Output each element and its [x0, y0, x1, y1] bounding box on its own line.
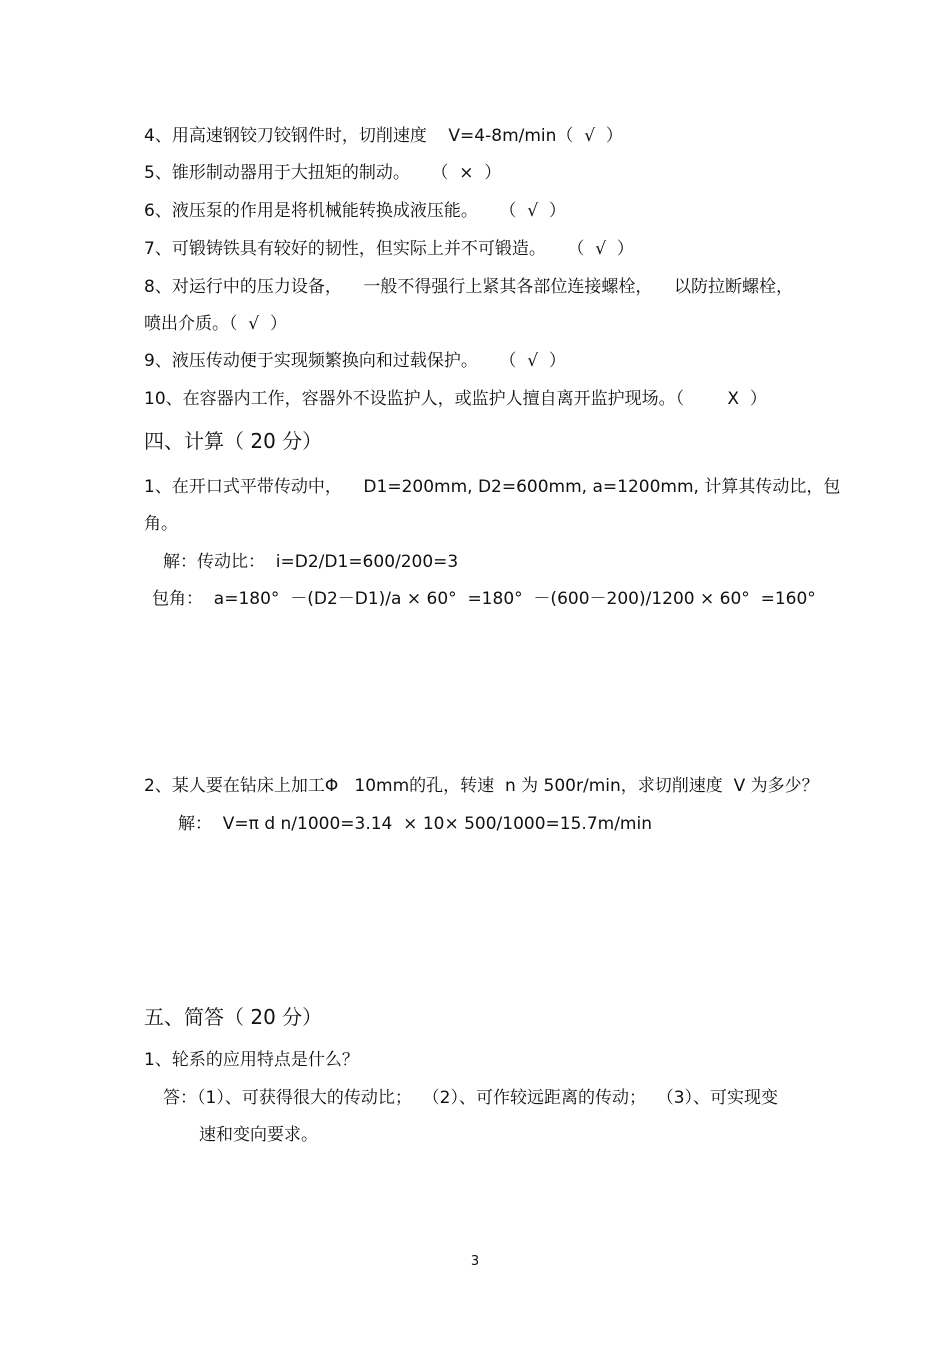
section-heading-short-answer: 五、简答（ 20 分）	[144, 1005, 323, 1029]
section-heading-calculation: 四、计算（ 20 分）	[144, 429, 323, 453]
page-number: 3	[470, 1254, 480, 1269]
judgment-item-9: 9、液压传动便于实现频繁换向和过载保护。 （ √ ）	[144, 351, 566, 371]
judgment-item-8-line1: 8、对运行中的压力设备， 一般不得强行上紧其各部位连接螺栓， 以防拉断螺栓，	[144, 277, 794, 297]
short-answer-1-line2: 速和变向要求。	[199, 1125, 318, 1145]
short-answer-1-line1: 答：（1）、可获得很大的传动比； （2）、可作较远距离的传动； （3）、可实现变	[163, 1088, 779, 1108]
calc-answer-1-angle: 包角： a=180° －(D2－D1)/a × 60° =180° －(600－200)/1200 × 60° =160°	[152, 589, 816, 609]
judgment-item-8-line2: 喷出介质。（ √ ）	[144, 314, 287, 334]
judgment-item-10: 10、在容器内工作，容器外不设监护人，或监护人擅自离开监护现场。（ X ）	[144, 389, 767, 409]
short-question-1: 1、轮系的应用特点是什么？	[144, 1050, 359, 1070]
judgment-item-7: 7、可锻铸铁具有较好的韧性，但实际上并不可锻造。 （ √ ）	[144, 239, 634, 259]
judgment-item-4: 4、用高速钢铰刀铰钢件时，切削速度 V=4-8m/min（ √ ）	[144, 126, 623, 146]
judgment-item-5: 5、锥形制动器用于大扭矩的制动。 （ × ）	[144, 163, 502, 183]
calc-question-2: 2、某人要在钻床上加工Φ 10mm的孔，转速 n 为 500r/min，求切削速度 V 为多少？	[144, 776, 819, 796]
calc-question-1-line1: 1、在开口式平带传动中， D1=200mm, D2=600mm, a=1200mm, 计算其传动比，包	[144, 477, 841, 497]
judgment-item-6: 6、液压泵的作用是将机械能转换成液压能。 （ √ ）	[144, 201, 566, 221]
calc-question-1-line2: 角。	[144, 514, 178, 534]
calc-answer-1-ratio: 解：传动比： i=D2/D1=600/200=3	[163, 552, 459, 572]
calc-answer-2: 解： V=π d n/1000=3.14 × 10× 500/1000=15.7m/min	[178, 814, 652, 834]
